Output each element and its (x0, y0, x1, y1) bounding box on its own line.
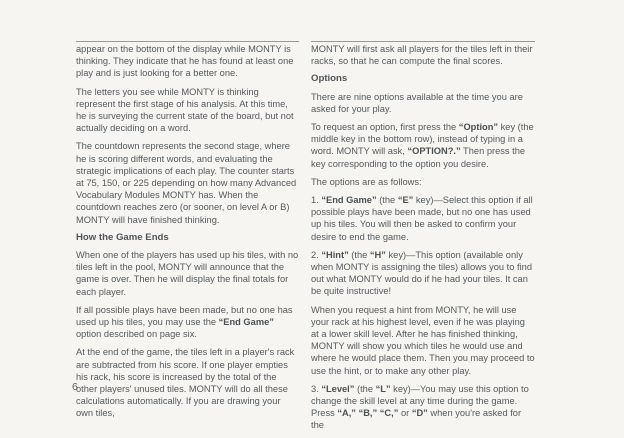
keyword: “A,” (337, 408, 356, 419)
text: key)—You may use this option to change the skill level at any time during the game. Press (311, 383, 529, 419)
text: Then press the key corresponding to the option you desire. (311, 146, 526, 169)
paragraph (311, 121, 535, 170)
text: key)—This option (available only when MONTY is assigning the tiles) allows you to find out what MONTY would do if he had your tiles. It can be quite instructive! (311, 249, 532, 297)
text: 2. (311, 249, 322, 260)
text: (the (348, 249, 370, 260)
keyword: “OPTION?.” (407, 146, 461, 157)
keyword: “C,” (379, 408, 399, 419)
paragraph: When you request a hint from MONTY, he will use your rack at his highest level, even if he was playing at a lower skill level. After he has finished thinking, MONTY will show you which tiles he would use and where he would place them. Then you may proceed to use the hint, or to make any other play. (311, 304, 535, 376)
keyword: “D” (411, 408, 428, 419)
text: 3. (311, 383, 322, 394)
option-item-level (311, 383, 535, 432)
text: or (398, 408, 412, 419)
left-column (76, 41, 299, 426)
paragraph: When one of the players has used up his tiles, with no tiles left in the pool, MONTY will announce that the game is over. Then he will display the final totals for each player. (76, 250, 299, 297)
keyword: “L” (375, 383, 391, 394)
keyword: “End Game” (218, 317, 274, 328)
paragraph: MONTY will first ask all players for the tiles left in their racks, so that he can compute the final scores. (311, 44, 533, 67)
text: (the (376, 195, 398, 206)
page-number: 6 (72, 381, 78, 393)
text: key)—Select this option if all possible plays have been made, but no one has used up his tiles. You will then be asked to confirm your desire to end the game. (311, 195, 533, 242)
text: If all possible plays have been made, but no one has used up his tiles, you may use the (76, 304, 293, 328)
keyword: “Hint” (321, 249, 349, 260)
text: when you're asked for the (311, 408, 522, 431)
paragraph: The letters you see while MONTY is thinking represent the first stage of his analysis. At this time, he is surveying the current state of the board, but not actually deciding on a word. (76, 86, 294, 134)
keyword: “B,” (358, 408, 378, 419)
right-column (311, 41, 535, 438)
paragraph: At the end of the game, the tiles left in a player's rack are subtracted from his score. If one player empties his rack, his score is increased by the total of the other players' unused tiles. MONTY will do all these calculations automatically. If you are drawing your own tiles, (76, 347, 295, 419)
keyword: “End Game” (321, 195, 377, 206)
option-item-hint (311, 249, 535, 298)
text: To request an option, first press the (311, 122, 459, 133)
text: key (the middle key in the bottom row), instead of typing in a word. MONTY will ask, (311, 122, 534, 157)
paragraph (76, 304, 299, 341)
section-heading-game-ends: How the Game Ends (76, 231, 169, 243)
paragraph: The options are as follows: (311, 176, 422, 187)
option-item-end-game (311, 194, 535, 243)
keyword: “Level” (321, 383, 355, 394)
keyword: “E” (397, 195, 414, 206)
paragraph: appear on the bottom of the display while MONTY is thinking. They indicate that he has found at least one play and is just looking for a better one. (76, 44, 294, 79)
section-heading-options: Options (311, 73, 348, 85)
keyword: “H” (369, 249, 386, 260)
paragraph: The countdown represents the second stage, where he is scoring different words, and evaluating the strategic implications of each play. The counter starts at 75, 150, or 225 depending on how many Advanced Vocabulary Modules MONTY has. When the countdown reaches zero (or sooner, on level A or B) MONTY will have finished thinking. (76, 141, 297, 225)
text: (the (354, 383, 376, 394)
paragraph: There are nine options available at the time you are asked for your play. (311, 91, 523, 114)
text: option described on page six. (76, 329, 197, 340)
keyword: “Option” (458, 122, 499, 133)
text: 1. (311, 195, 322, 206)
